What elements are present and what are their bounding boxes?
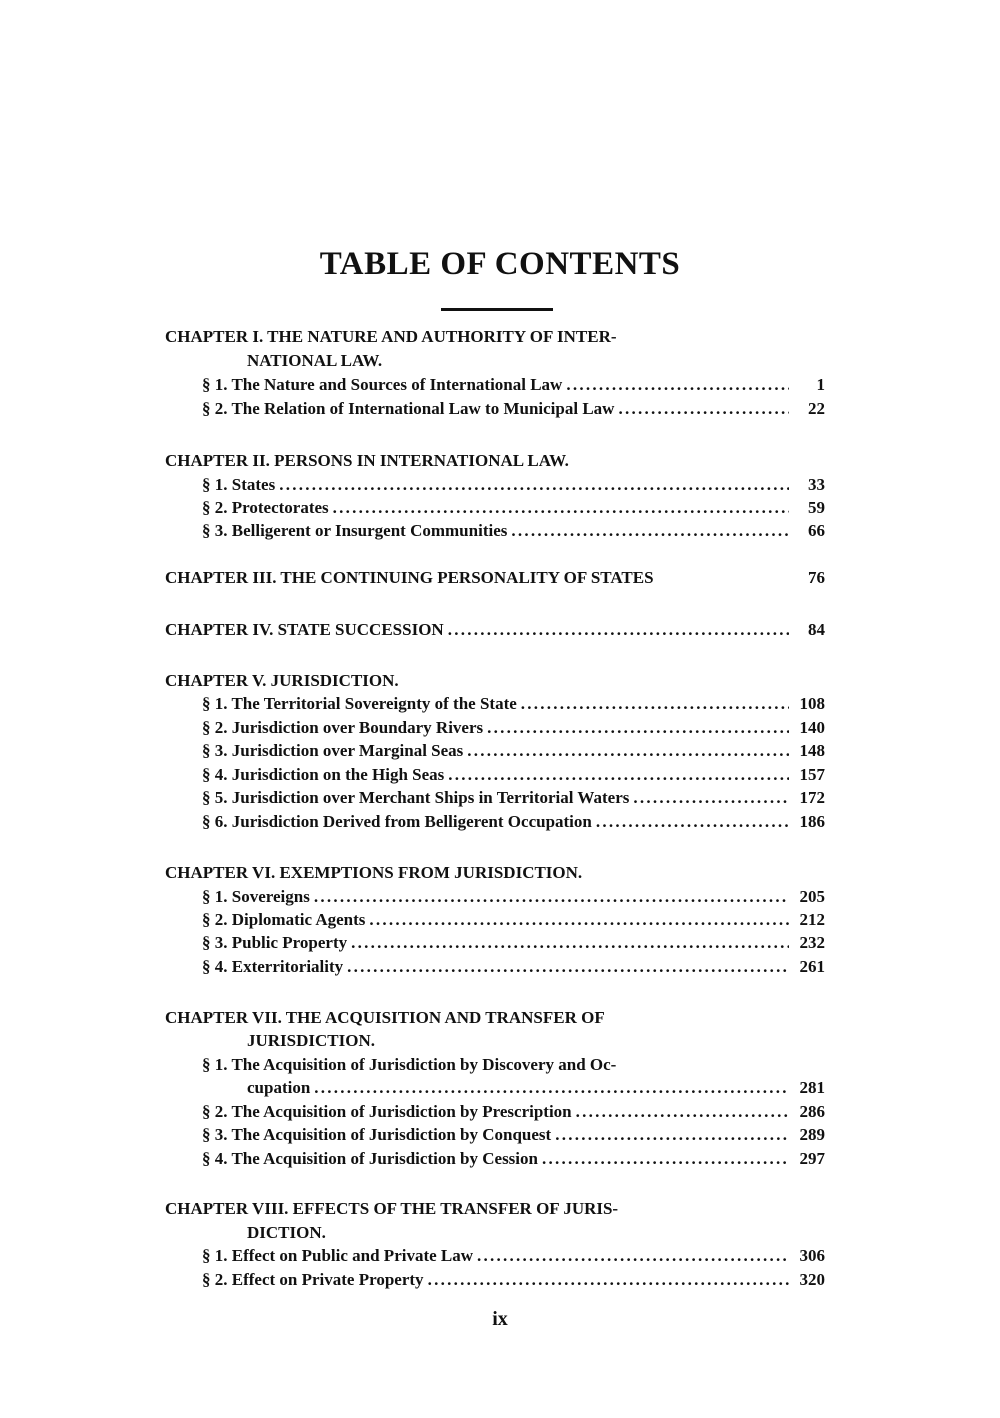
- dot-leader: [428, 1268, 789, 1292]
- toc-entry[interactable]: [202, 931, 825, 955]
- page-number: 76: [808, 568, 825, 587]
- toc-entry[interactable]: [202, 1123, 825, 1147]
- dot-leader: [618, 397, 789, 421]
- dot-leader: [576, 1100, 789, 1124]
- dot-leader: [555, 1123, 789, 1147]
- entry-label: § 3. The Acquisition of Jurisdiction by Conquest: [202, 1125, 552, 1144]
- page-number: 289: [799, 1125, 825, 1144]
- page-number: 281: [799, 1078, 825, 1097]
- page-number: 66: [808, 521, 825, 540]
- chapter-2-heading: CHAPTER II. PERSONS IN INTERNATIONAL LAW.: [165, 451, 569, 470]
- toc-entry[interactable]: [202, 739, 825, 763]
- dot-leader: [487, 716, 789, 740]
- dot-leader: [521, 692, 789, 716]
- toc-entry-first-line[interactable]: [202, 1053, 825, 1077]
- entry-label: § 5. Jurisdiction over Merchant Ships in Territorial Waters: [202, 788, 630, 807]
- title-rule: [441, 308, 553, 311]
- toc-entry[interactable]: [202, 885, 825, 909]
- entry-label: § 3. Jurisdiction over Marginal Seas: [202, 741, 464, 760]
- toc-entry[interactable]: [202, 397, 825, 421]
- entry-label: § 1. The Territorial Sovereignty of the State: [202, 694, 517, 713]
- chapter-6-heading: CHAPTER VI. EXEMPTIONS FROM JURISDICTION.: [165, 863, 583, 882]
- dot-leader: [333, 496, 789, 520]
- entry-label: § 2. The Acquisition of Jurisdiction by Prescription: [202, 1102, 572, 1121]
- dot-leader: [511, 519, 789, 543]
- entry-label: § 2. Effect on Private Property: [202, 1270, 424, 1289]
- chapter-8-heading-cont: DICTION.: [247, 1223, 326, 1242]
- chapter-1-heading-cont: NATIONAL LAW.: [247, 351, 383, 370]
- chapter-7-heading-cont: JURISDICTION.: [247, 1031, 375, 1050]
- entry-label: § 2. Jurisdiction over Boundary Rivers: [202, 718, 484, 737]
- page-number: 320: [799, 1270, 825, 1289]
- page-number: 286: [799, 1102, 825, 1121]
- dot-leader: [448, 763, 789, 787]
- chapter-5-heading: CHAPTER V. JURISDICTION.: [165, 671, 399, 690]
- toc-entry[interactable]: [202, 810, 825, 834]
- page-number: 1: [816, 375, 825, 394]
- entry-label: § 4. Exterritoriality: [202, 957, 344, 976]
- toc-entry[interactable]: [202, 692, 825, 716]
- page-title: TABLE OF CONTENTS: [319, 246, 681, 282]
- dot-leader: [347, 955, 789, 979]
- toc-entry[interactable]: [202, 763, 825, 787]
- toc-entry[interactable]: [202, 786, 825, 810]
- dot-leader: [542, 1147, 789, 1171]
- entry-label: § 1. States: [202, 475, 276, 494]
- page-number: 108: [799, 694, 825, 713]
- entry-label: § 1. The Acquisition of Jurisdiction by Discovery and Oc-: [202, 1055, 617, 1074]
- entry-label: § 2. Protectorates: [202, 498, 329, 517]
- dot-leader: [314, 1076, 789, 1100]
- page-folio: ix: [492, 1308, 508, 1330]
- chapter-7-heading: CHAPTER VII. THE ACQUISITION AND TRANSFER OF: [165, 1008, 605, 1027]
- entry-label: § 2. Diplomatic Agents: [202, 910, 366, 929]
- entry-label: § 4. The Acquisition of Jurisdiction by Cession: [202, 1149, 538, 1168]
- toc-entry[interactable]: [202, 373, 825, 397]
- chapter-3-heading: CHAPTER III. THE CONTINUING PERSONALITY OF STATES: [165, 568, 654, 587]
- toc-entry[interactable]: [202, 473, 825, 497]
- chapter-3-entry[interactable]: [165, 566, 825, 590]
- entry-label: § 1. Sovereigns: [202, 887, 310, 906]
- dot-leader: [467, 739, 789, 763]
- toc-entry[interactable]: [247, 1076, 825, 1100]
- page-number: 33: [808, 475, 825, 494]
- dot-leader: [633, 786, 789, 810]
- toc-entry[interactable]: [202, 1268, 825, 1292]
- toc-entry[interactable]: [202, 955, 825, 979]
- entry-label: § 4. Jurisdiction on the High Seas: [202, 765, 445, 784]
- toc-entry[interactable]: [202, 716, 825, 740]
- chapter-1-heading: CHAPTER I. THE NATURE AND AUTHORITY OF INTER-: [165, 327, 617, 346]
- page-number: 140: [799, 718, 825, 737]
- dot-leader: [448, 618, 789, 642]
- entry-label: § 3. Belligerent or Insurgent Communities: [202, 521, 508, 540]
- dot-leader: [369, 908, 789, 932]
- dot-leader: [314, 885, 789, 909]
- page-number: 172: [799, 788, 825, 807]
- entry-label: § 2. The Relation of International Law to Municipal Law: [202, 399, 615, 418]
- page-number: 205: [799, 887, 825, 906]
- dot-leader: [596, 810, 789, 834]
- page-number: 306: [799, 1246, 825, 1265]
- page-number: 157: [799, 765, 825, 784]
- dot-leader: [351, 931, 789, 955]
- page-number: 232: [799, 933, 825, 952]
- entry-label: cupation: [247, 1078, 311, 1097]
- entry-label: § 3. Public Property: [202, 933, 348, 952]
- toc-entry[interactable]: [202, 1147, 825, 1171]
- page-number: 22: [808, 399, 825, 418]
- toc-entry[interactable]: [202, 519, 825, 543]
- entry-label: § 1. The Nature and Sources of International Law: [202, 375, 563, 394]
- toc-entry[interactable]: [202, 908, 825, 932]
- entry-label: § 6. Jurisdiction Derived from Belligerent Occupation: [202, 812, 592, 831]
- dot-leader: [566, 373, 789, 397]
- page-number: 212: [799, 910, 825, 929]
- chapter-4-entry[interactable]: [165, 618, 825, 642]
- chapter-8-heading: CHAPTER VIII. EFFECTS OF THE TRANSFER OF JURIS-: [165, 1199, 619, 1218]
- dot-leader: [477, 1244, 789, 1268]
- page-number: 84: [808, 620, 825, 639]
- page-number: 186: [799, 812, 825, 831]
- dot-leader: [279, 473, 789, 497]
- page-number: 148: [799, 741, 825, 760]
- entry-label: § 1. Effect on Public and Private Law: [202, 1246, 474, 1265]
- chapter-4-heading: CHAPTER IV. STATE SUCCESSION: [165, 620, 444, 639]
- toc-entry[interactable]: [202, 496, 825, 520]
- page-number: 261: [799, 957, 825, 976]
- page-number: 59: [808, 498, 825, 517]
- page-number: 297: [799, 1149, 825, 1168]
- toc-entry[interactable]: [202, 1100, 825, 1124]
- toc-entry[interactable]: [202, 1244, 825, 1268]
